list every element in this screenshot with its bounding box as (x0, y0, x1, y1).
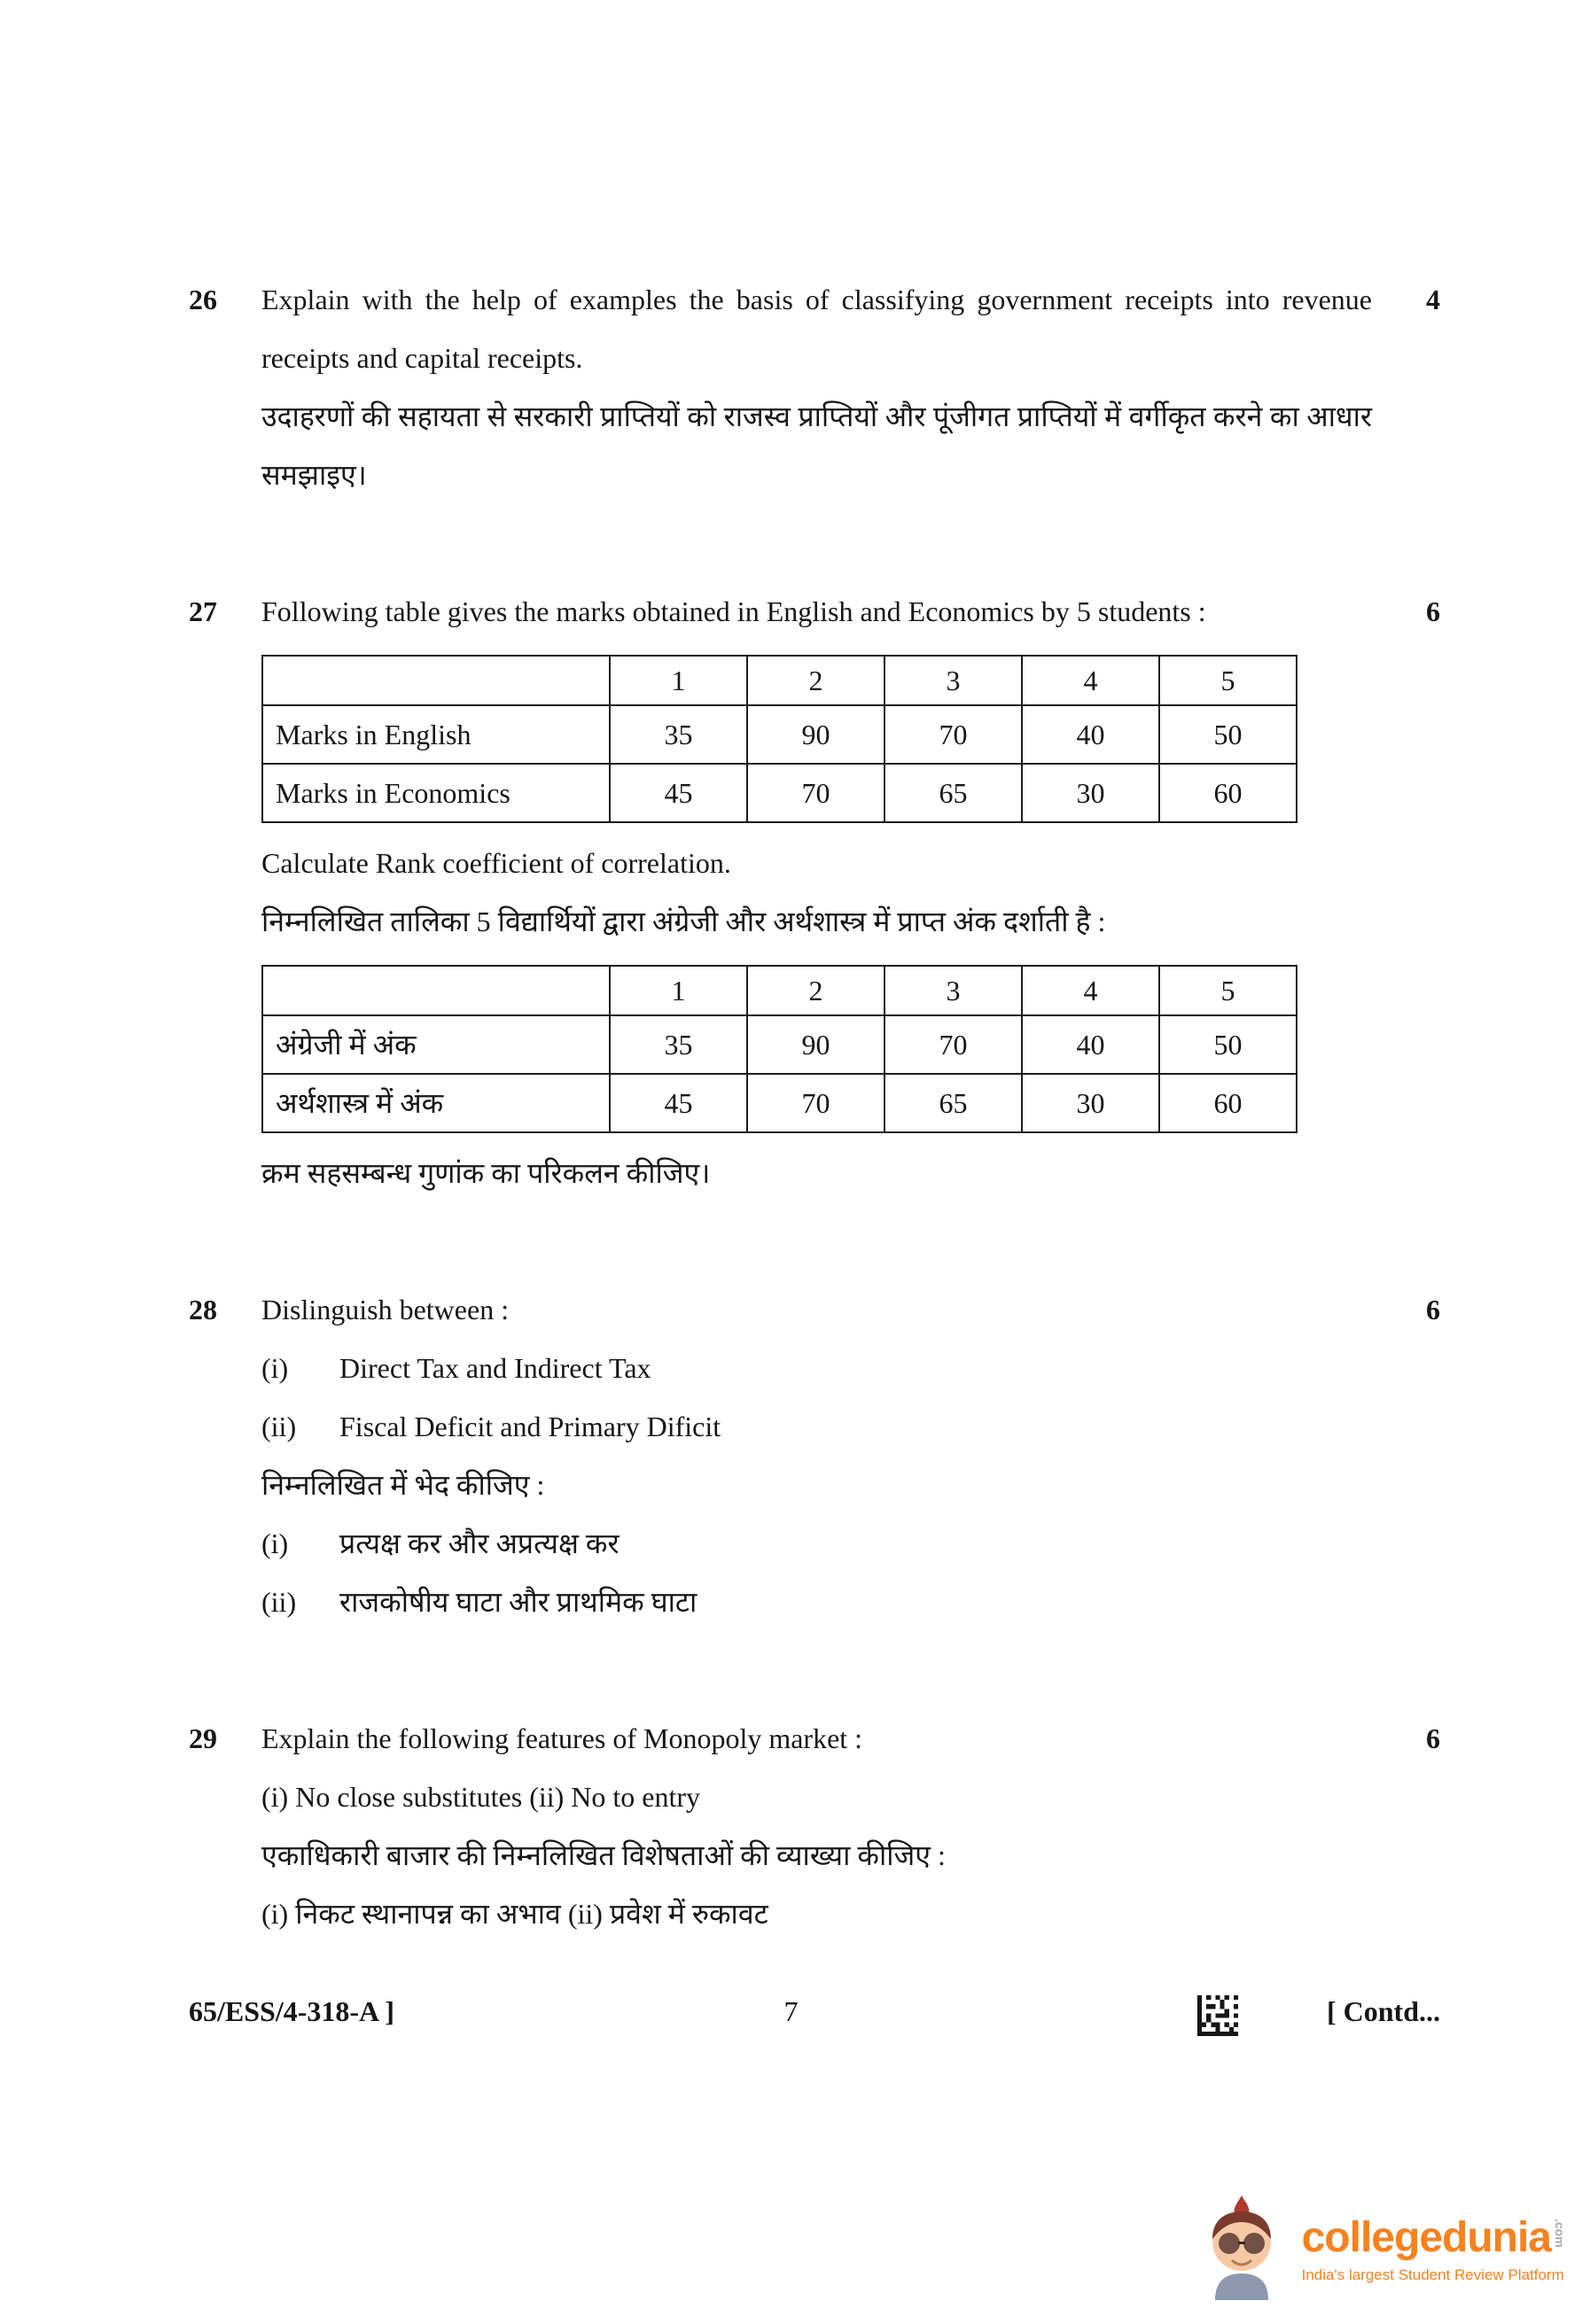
table-cell: 60 (1159, 764, 1297, 822)
question-27 (189, 582, 1440, 1202)
table-cell: 70 (747, 764, 885, 822)
list-text: राजकोषीय घाटा और प्राथमिक घाटा (339, 1586, 697, 1618)
table-cell: 65 (885, 764, 1022, 822)
collegedunia-mascot-icon (1196, 2196, 1288, 2305)
list-text: Fiscal Deficit and Primary Dificit (339, 1411, 721, 1442)
table-cell: 30 (1022, 764, 1159, 822)
question-number: 29 (189, 1722, 217, 1754)
table-cell: 90 (747, 1015, 885, 1074)
question-text-hindi: निम्नलिखित में भेद कीजिए : (261, 1469, 545, 1501)
table-row (262, 705, 1297, 764)
marks-value: 6 (1426, 1294, 1440, 1325)
list-marker: (i) (261, 1527, 289, 1559)
question-number: 27 (189, 595, 217, 627)
table-cell (262, 656, 610, 705)
table-cell: 45 (610, 1074, 747, 1132)
question-text-english: Dislinguish between : (261, 1294, 510, 1325)
brand-tagline: India's largest Student Review Platform (1301, 2266, 1564, 2283)
barcode-icon (1197, 1995, 1238, 2043)
list-text: Direct Tax and Indirect Tax (339, 1352, 651, 1384)
question-text-hindi: निम्नलिखित तालिका 5 विद्यार्थियों द्वारा अंग्रेजी और अर्थशास्त्र में प्राप्त अंक दर्शाती है : (261, 906, 1106, 937)
table-cell: 4 (1022, 966, 1159, 1015)
table-header-row (262, 966, 1297, 1015)
table-row-label: अंग्रेजी में अंक (262, 1015, 610, 1074)
table-cell: 50 (1159, 1015, 1297, 1074)
table-cell: 3 (885, 656, 1022, 705)
question-number: 26 (189, 284, 217, 315)
table-cell: 65 (885, 1074, 1022, 1132)
question-body (261, 1709, 1372, 1943)
list-marker: (ii) (261, 1411, 297, 1442)
list-item (261, 1573, 1372, 1631)
question-body (261, 270, 1372, 504)
list-text: प्रत्यक्ष कर और अप्रत्यक्ष कर (339, 1527, 620, 1559)
table-row-label: Marks in English (262, 705, 610, 764)
marks-value: 6 (1426, 595, 1440, 627)
contd-label: [ Contd... (1326, 1995, 1440, 2027)
table-row (262, 764, 1297, 822)
table-cell: 2 (747, 656, 885, 705)
marks-value: 4 (1426, 284, 1440, 315)
page-footer (0, 1995, 1582, 2057)
question-instruction-hindi: क्रम सहसम्बन्ध गुणांक का परिकलन कीजिए। (261, 1157, 711, 1189)
question-26 (189, 270, 1440, 504)
question-body (261, 582, 1372, 1202)
list-item (261, 1339, 1372, 1397)
list-marker: (ii) (261, 1586, 297, 1618)
question-subtext-english: (i) No close substitutes (ii) No to entry (261, 1781, 701, 1813)
brand-name: collegedunia (1301, 2213, 1551, 2261)
table-row-label: Marks in Economics (262, 764, 610, 822)
brand-row (1301, 2213, 1567, 2261)
table-cell: 35 (610, 1015, 747, 1074)
question-text-english: Explain with the help of examples the basis of classifying government receipts into revenue receipts and capital receipts. (261, 284, 1372, 374)
question-body (261, 1280, 1372, 1631)
table-cell: 1 (610, 966, 747, 1015)
table-cell: 40 (1022, 1015, 1159, 1074)
table-cell: 50 (1159, 705, 1297, 764)
table-cell (262, 966, 610, 1015)
question-29 (189, 1709, 1440, 1943)
table-cell: 40 (1022, 705, 1159, 764)
table-header-row (262, 656, 1297, 705)
table-cell: 70 (885, 705, 1022, 764)
table-cell: 2 (747, 966, 885, 1015)
page-number: 7 (783, 1995, 799, 2027)
table-cell: 1 (610, 656, 747, 705)
question-text-hindi: उदाहरणों की सहायता से सरकारी प्राप्तियों को राजस्व प्राप्तियों और पूंजीगत प्राप्तियों में वर्गीकृत करने का आधार समझाइए। (261, 400, 1372, 491)
list-item (261, 1397, 1372, 1456)
question-text-hindi: एकाधिकारी बाजार की निम्नलिखित विशेषताओं की व्याख्या कीजिए : (261, 1839, 946, 1871)
table-cell: 45 (610, 764, 747, 822)
table-cell: 5 (1159, 966, 1297, 1015)
table-cell: 4 (1022, 656, 1159, 705)
question-instruction-english: Calculate Rank coefficient of correlation. (261, 847, 731, 879)
question-text-english: Following table gives the marks obtained in English and Economics by 5 students : (261, 595, 1206, 627)
marks-value: 6 (1426, 1722, 1440, 1754)
paper-code: 65/ESS/4-318-A ] (189, 1995, 395, 2027)
table-row-label: अर्थशास्त्र में अंक (262, 1074, 610, 1132)
table-cell: 35 (610, 705, 747, 764)
table-cell: 70 (885, 1015, 1022, 1074)
table-cell: 30 (1022, 1074, 1159, 1132)
table-row (262, 1015, 1297, 1074)
table-cell: 5 (1159, 656, 1297, 705)
list-item (261, 1514, 1372, 1573)
table-row (262, 1074, 1297, 1132)
logo-text (1301, 2213, 1567, 2284)
question-number: 28 (189, 1294, 217, 1325)
table-cell: 60 (1159, 1074, 1297, 1132)
question-subtext-hindi: (i) निकट स्थानापन्न का अभाव (ii) प्रवेश में रुकावट (261, 1898, 768, 1930)
table-cell: 90 (747, 705, 885, 764)
brand-domain: .com (1553, 2218, 1567, 2248)
list-marker: (i) (261, 1352, 289, 1384)
table-cell: 3 (885, 966, 1022, 1015)
question-text-english: Explain the following features of Monopoly market : (261, 1722, 863, 1754)
page-content (189, 270, 1440, 2021)
marks-table-hindi (261, 965, 1298, 1133)
collegedunia-logo (1196, 2196, 1566, 2305)
question-28 (189, 1280, 1440, 1631)
table-cell: 70 (747, 1074, 885, 1132)
marks-table-english (261, 655, 1298, 823)
